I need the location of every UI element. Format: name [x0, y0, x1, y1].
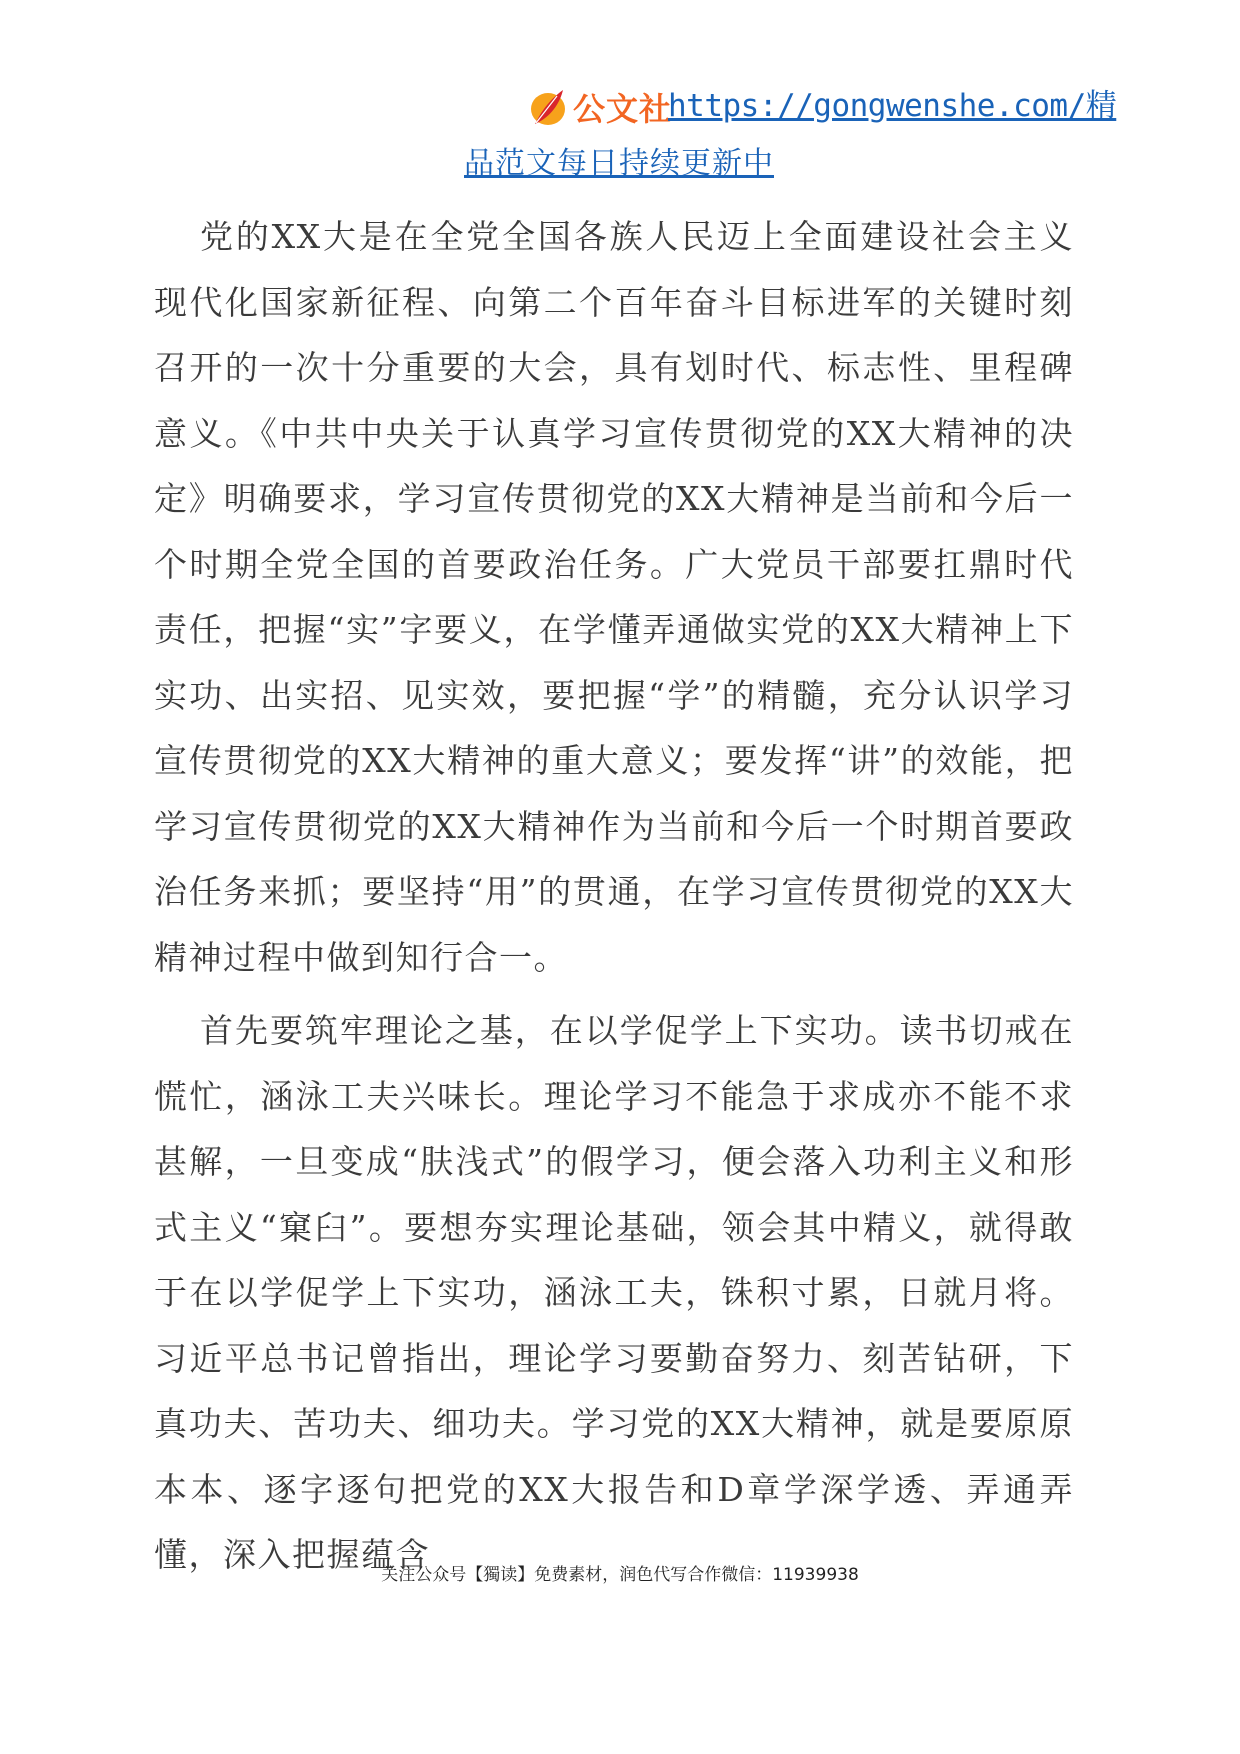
document-body: [154, 204, 1074, 1588]
paragraph-1: 党的XX大是在全党全国各族人民迈上全面建设社会主义现代化国家新征程、向第二个百年奋斗目标进军的关键时刻召开的一次十分重要的大会，具有划时代、标志性、里程碑意义。《中共中央关于认真学习宣传贯彻党的XX大精神的决定》明确要求，学习宣传贯彻党的XX大精神是当前和今后一个时期全党全国的首要政治任务。广大党员干部要扛鼎时代责任，把握“实”字要义，在学懂弄通做实党的XX大精神上下实功、出实招、见实效，要把握“学”的精髓，充分认识学习宣传贯彻党的XX大精神的重大意义；要发挥“讲”的效能，把学习宣传贯彻党的XX大精神作为当前和今后一个时期首要政治任务来抓；要坚持“用”的贯通，在学习宣传贯彻党的XX大精神过程中做到知行合一。: [154, 217, 1074, 977]
site-link[interactable]: https://gongwenshe.com/精: [668, 88, 1117, 124]
logo-text: 公文社: [573, 90, 673, 128]
footer-note: 关注公众号【獨读】免费素材，润色代写合作微信：11939938: [381, 1565, 859, 1585]
site-link-continued[interactable]: 品范文每日持续更新中: [464, 146, 774, 181]
logo: [527, 84, 672, 130]
feather-logo-icon: [527, 86, 569, 128]
paragraph-2: 首先要筑牢理论之基，在以学促学上下实功。读书切戒在慌忙，涵泳工夫兴味长。理论学习不能急于求成亦不能不求甚解，一旦变成“肤浅式”的假学习，便会落入功利主义和形式主义“窠臼”。要想夯实理论基础，领会其中精义，就得敢于在以学促学上下实功，涵泳工夫，铢积寸累，日就月将。习近平总书记曾指出，理论学习要勤奋努力、刻苦钻研，下真功夫、苦功夫、细功夫。学习党的XX大精神，就是要原原本本、逐字逐句把党的XX大报告和D章学深学透、弄通弄懂，深入把握蕴含: [154, 1011, 1074, 1574]
